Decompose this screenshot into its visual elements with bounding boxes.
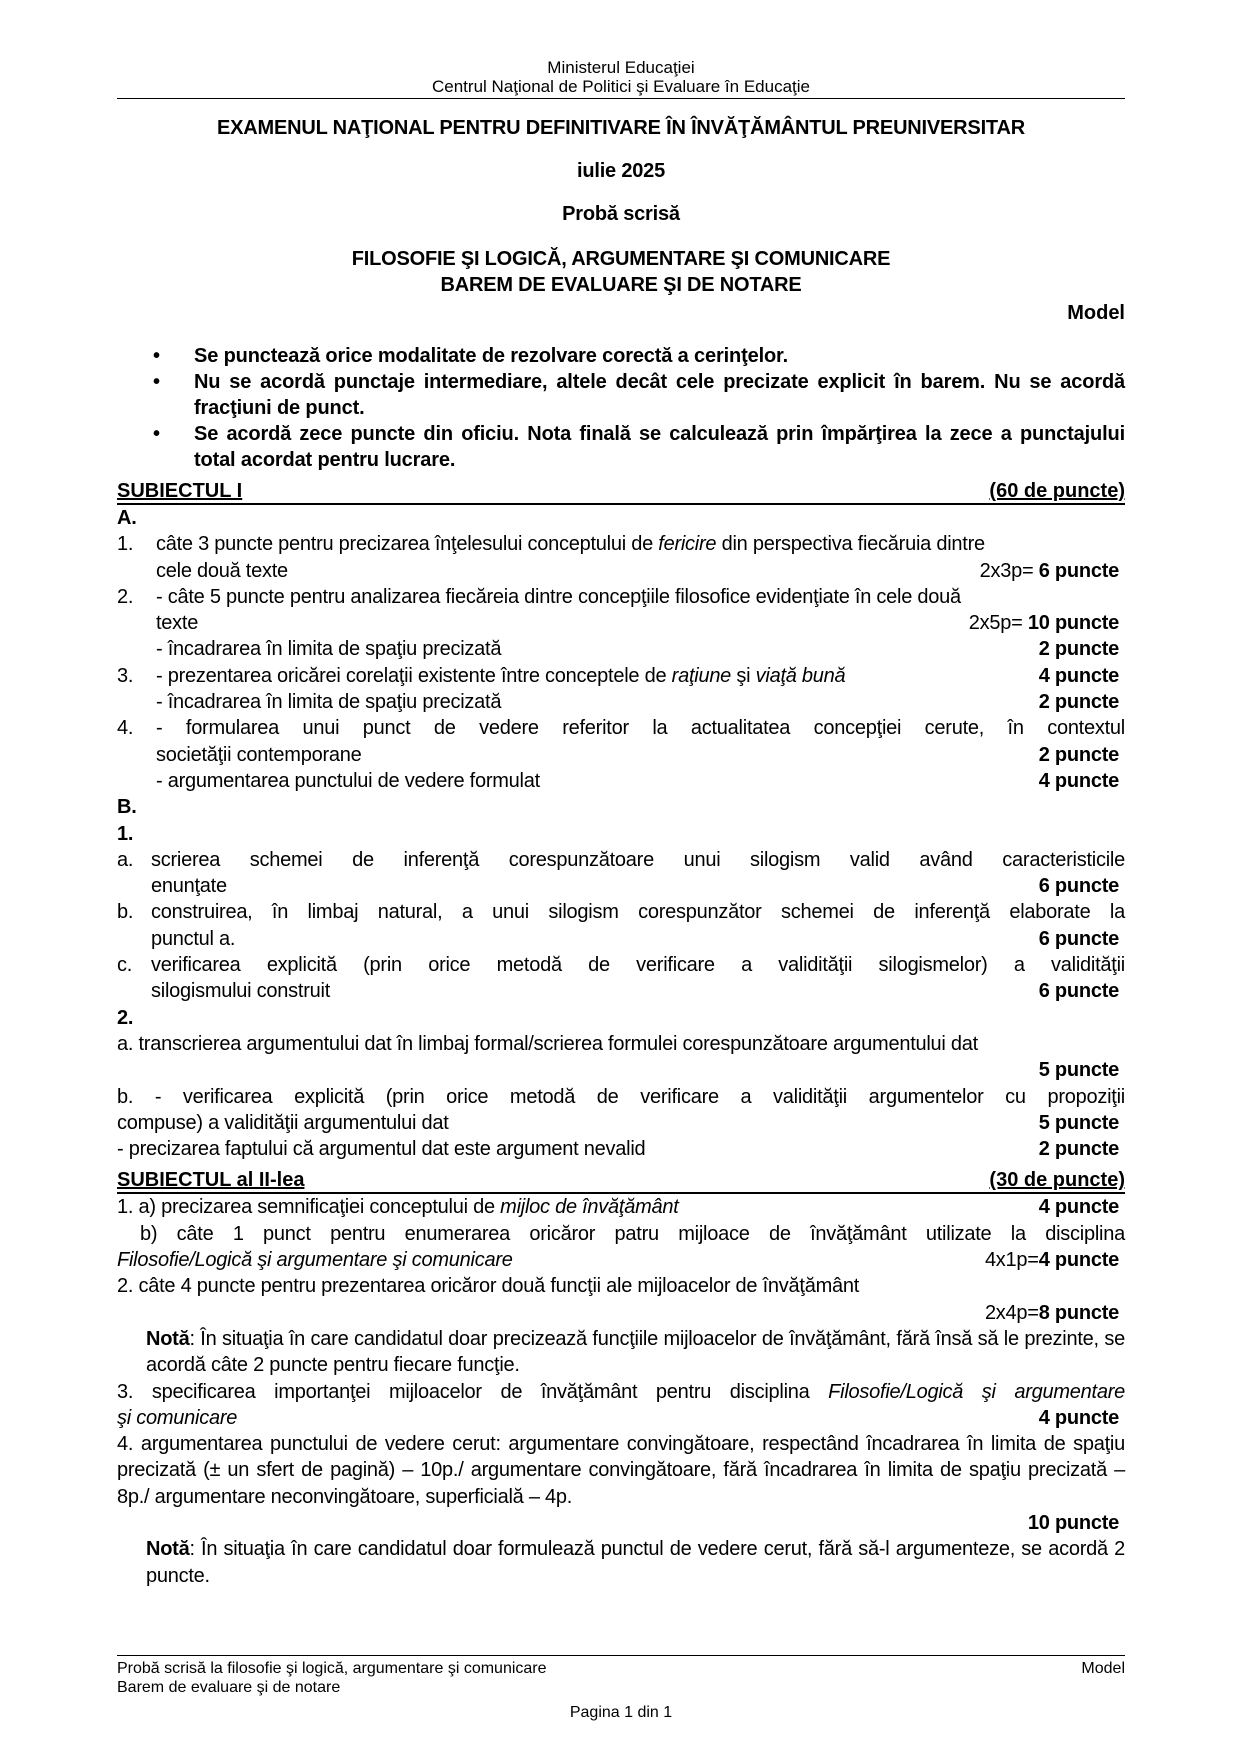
grading-item: 4. argumentarea punctului de vedere cerut: argumentare convingătoare, respectând încadrarea în limita de spaţiu precizată (± un sfert de pagină) – 10p./ argumentare convingătoare, fără încadrarea în limita de spaţiu precizată – 8p./ argumentare neconvingătoare, superficială – 4p. 10 puncte xyxy=(117,1433,1125,1534)
exam-session: iulie 2025 xyxy=(576,160,666,182)
note: Notă: În situaţia în care candidatul doar formulează punctul de vedere cerut, fără să-l argumenteze, se acordă 2 puncte. xyxy=(146,1538,1125,1587)
points-value: 6 puncte xyxy=(1038,927,1119,950)
section-header-subject-2 xyxy=(117,1168,1125,1194)
footer-model: Model xyxy=(1081,1660,1125,1677)
points-value: 2 puncte xyxy=(1038,743,1119,766)
page-footer xyxy=(117,1655,1125,1722)
points-value: 4 puncte xyxy=(1038,1406,1119,1429)
points-value: 8 puncte xyxy=(1038,1301,1119,1324)
points-value: 2 puncte xyxy=(1038,638,1119,661)
points-value: 10 puncte xyxy=(1027,1511,1119,1534)
grading-item: 3. specificarea importanţei mijloacelor de învăţământ pentru disciplina Filosofie/Logică şi argumentare şi comunicare 4 puncte xyxy=(117,1380,1125,1429)
grading-item: b) câte 1 punct pentru enumerarea oricăror patru mijloace de învăţământ utilizate la disciplina Filosofie/Logică şi argumentare şi comunicare 4x1p=4 puncte xyxy=(117,1222,1125,1272)
note: Notă: În situaţia în care candidatul doar precizează funcţiile mijloacelor de învăţământ, fără însă să le prezinte, se acordă câte 2 puncte pentru fiecare funcţie. xyxy=(146,1327,1125,1377)
points-value: 4 puncte xyxy=(1038,1196,1119,1219)
section-title: SUBIECTUL al II-lea xyxy=(117,1169,305,1192)
document-page xyxy=(117,58,1125,1589)
general-rules-list xyxy=(117,343,1125,473)
part-b-label: B. xyxy=(117,796,137,819)
rule-item: • Nu se acordă punctaje intermediare, altele decât cele precizate explicit în barem. Nu se acordă fracţiuni de punct. xyxy=(117,369,1125,421)
points-value: 10 puncte xyxy=(1027,612,1119,635)
footer-doc-type: Barem de evaluare şi de notare xyxy=(117,1679,341,1696)
rule-item: • Se acordă zece puncte din oficiu. Nota finală se calculează prin împărţirea la zece a punctajului total acordat pentru lucrare. xyxy=(117,421,1125,473)
page-header xyxy=(117,58,1125,96)
section-points: (30 de puncte) xyxy=(989,1169,1125,1192)
section-points: (60 de puncte) xyxy=(989,480,1125,502)
grading-item: 3. - prezentarea oricărei corelaţii existente între conceptele de raţiune şi viaţă bună 4 puncte - încadrarea în limita de spaţiu precizată 2 puncte xyxy=(117,664,1119,714)
ministry-name: Ministerul Educaţiei xyxy=(547,58,695,77)
header-divider xyxy=(117,98,1125,99)
model-label: Model xyxy=(1067,302,1125,324)
points-value: 4 puncte xyxy=(1038,664,1119,687)
rule-item: • Se punctează orice modalitate de rezolvare corectă a cerinţelor. xyxy=(117,343,1125,369)
test-type: Probă scrisă xyxy=(562,203,680,225)
points-value: 6 puncte xyxy=(1038,875,1119,898)
section-header-subject-1 xyxy=(117,479,1125,505)
points-value: 2 puncte xyxy=(1038,691,1119,714)
center-name: Centrul Naţional de Politici şi Evaluare în Educaţie xyxy=(432,77,810,96)
points-value: 2 puncte xyxy=(1038,1138,1119,1161)
grading-item: b. construirea, în limbaj natural, a unui silogism corespunzător schemei de inferenţă elaborate la punctul a. 6 puncte xyxy=(117,901,1125,950)
subject-title xyxy=(117,246,1125,298)
exam-title: EXAMENUL NAŢIONAL PENTRU DEFINITIVARE ÎN ÎNVĂŢĂMÂNTUL PREUNIVERSITAR xyxy=(217,117,1025,139)
points-value: 6 puncte xyxy=(1038,980,1119,1003)
grading-item: 4. - formularea unui punct de vedere referitor la actualitatea concepţiei cerute, în contextul societăţii contemporane 2 puncte - argumentarea punctului de vedere formulat 4 puncte xyxy=(117,717,1125,792)
part-a-label: A. xyxy=(117,507,137,529)
grading-item: 1. a) precizarea semnificaţiei conceptului de mijloc de învăţământ 4 puncte xyxy=(117,1196,1119,1219)
question-label: 2. xyxy=(117,1006,134,1029)
subject-name: FILOSOFIE ŞI LOGICĂ, ARGUMENTARE ŞI COMUNICARE xyxy=(351,248,891,270)
grading-item: 2. - câte 5 puncte pentru analizarea fiecăreia dintre concepţiile filosofice evidenţiate în cele două texte 2x5p= 10 puncte - încadrarea în limita de spaţiu precizată 2 puncte xyxy=(117,585,1119,661)
grading-item: c. verificarea explicită (prin orice metodă de verificare a validităţii silogismelor) a validităţii silogismului construit 6 puncte xyxy=(117,954,1125,1003)
grading-item: 2. câte 4 puncte pentru prezentarea oricăror două funcţii ale mijloacelor de învăţământ 2x4p=8 puncte xyxy=(117,1275,1119,1324)
grading-item: a. scrierea schemei de inferenţă corespunzătoare unui silogism valid având caracteristicile enunţate 6 puncte xyxy=(117,848,1125,898)
subject-2-body xyxy=(117,1194,1125,1588)
grading-item: b. - verificarea explicită (prin orice metodă de verificare a validităţii argumentelor cu propoziţii compuse) a validităţii argumentului dat 5 puncte xyxy=(117,1085,1125,1134)
grading-item: 1. câte 3 puncte pentru precizarea înţelesului conceptului de fericire din perspectiva fiecăruia dintre cele două texte 2x3p= 6 puncte xyxy=(117,533,1119,582)
points-value: 4 puncte xyxy=(1038,1249,1119,1272)
points-value: 5 puncte xyxy=(1038,1059,1119,1082)
subject-1-body xyxy=(117,505,1125,1162)
points-value: 6 puncte xyxy=(1038,559,1119,582)
question-label: 1. xyxy=(117,822,134,845)
footer-test-name: Probă scrisă la filosofie şi logică, argumentare şi comunicare xyxy=(117,1660,547,1677)
section-title: SUBIECTUL I xyxy=(117,480,243,502)
document-type: BAREM DE EVALUARE ŞI DE NOTARE xyxy=(440,274,802,296)
grading-item: a. transcrierea argumentului dat în limbaj formal/scrierea formulei corespunzătoare argumentului dat 5 puncte xyxy=(117,1032,1119,1082)
grading-item: - precizarea faptului că argumentul dat este argument nevalid 2 puncte xyxy=(117,1138,1119,1161)
footer-divider xyxy=(117,1655,1125,1656)
page-number: Pagina 1 din 1 xyxy=(569,1704,673,1721)
points-value: 5 puncte xyxy=(1038,1111,1119,1134)
points-value: 4 puncte xyxy=(1038,769,1119,792)
